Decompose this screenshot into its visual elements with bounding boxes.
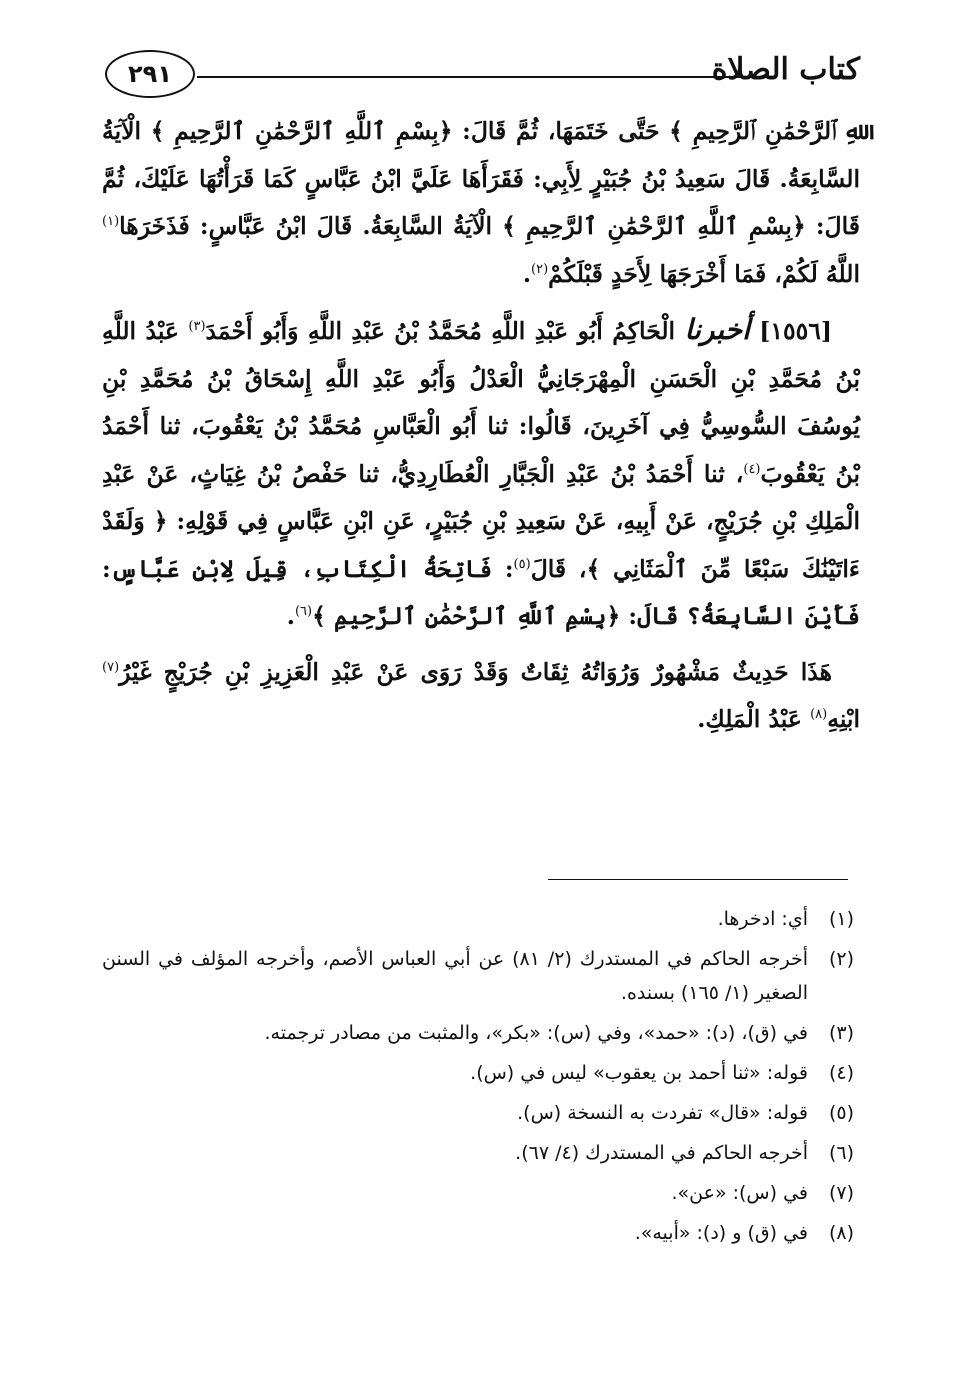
paragraph-comment xyxy=(102,649,860,744)
line: اللَّهُ لَكُمْ، فَمَا أَخْرَجَهَا لِأَحَدٍ قَبْلَكُمْ xyxy=(548,259,860,288)
footnote xyxy=(102,942,854,1010)
line: هَذَا حَدِيثٌ مَشْهُورٌ وَرُوَاتُهُ ثِقَاتٌ وَقَدْ رَوَى عَنْ عَبْدِ الْعَزِيزِ بْنِ جُرَيْجٍ xyxy=(163,657,833,686)
footnote xyxy=(102,1176,854,1210)
paragraph-1 xyxy=(102,108,860,298)
page-header xyxy=(105,46,860,98)
line: ثُمَّ قَالَ: ﴿بِسْمِ ٱللَّهِ ٱلرَّحْمَٰنِ ٱلرَّحِيمِ ﴾ الْآيَةُ السَّابِعَةُ. قَالَ ابْنُ عَبَّاسٍ: xyxy=(102,164,860,240)
footnote-ref-6[interactable]: (٦) xyxy=(294,604,313,620)
footnote-text: قوله: «قال» تفردت به النسخة (س). xyxy=(517,1102,808,1124)
footnote-ref-4[interactable]: (٤) xyxy=(743,461,761,477)
footnote-text: قوله: «ثنا أحمد بن يعقوب» ليس في (س). xyxy=(470,1062,808,1084)
footnote xyxy=(102,1056,854,1090)
hadith-number: [١٥٥٦] xyxy=(759,317,833,345)
line: : فَاتِحَةُ الْكِتَابِ، قِيلَ لِابْنِ xyxy=(192,554,514,583)
line: الْحَاكِمُ أَبُو عَبْدِ اللَّهِ مُحَمَّدُ بْنُ عَبْدِ اللَّهِ وَأَبُو أَحْمَدَ xyxy=(205,317,676,345)
footnote-text: في (ق) و (د): «أبيه». xyxy=(634,1222,808,1244)
footnote xyxy=(102,1016,854,1050)
footnote-text: أخرجه الحاكم في المستدرك (٢/ ٨١) عن أبي العباس الأصم، وأخرجه المؤلف في السنن الصغير (١/ ١٦٥) بسنده. xyxy=(102,948,808,1004)
line: ، ثنا أَحْمَدُ بْنُ عَبْدِ الْجَبَّارِ الْعُطَارِدِيُّ، ثنا حَفْصُ بْنُ xyxy=(256,459,744,488)
footnote-number: (٥) xyxy=(828,1102,854,1124)
line: غَيْرُ xyxy=(119,657,152,686)
page-number-frame xyxy=(105,50,195,98)
line: عَبَّاسٍ: فَأَيْنَ السَّابِعَةُ؟ قَالَ: ﴿بِسْمِ ٱللَّهِ ٱلرَّحْمَٰنِ ٱلرَّحِيمِ ﴾ xyxy=(102,554,860,630)
main-text xyxy=(102,108,860,744)
page-number: ٢٩١ xyxy=(128,60,172,88)
line: عَبْدُ الْمَلِكِ. xyxy=(697,705,802,733)
footnote xyxy=(102,1136,854,1170)
line: عَبْدُ اللَّهِ بْنُ مُحَمَّدِ بْنِ الْحَسَنِ الْمِهْرَجَانِيُّ الْعَدْلُ وَأَبُو عَبْدِ اللَّهِ إِسْحَاقُ بْنُ xyxy=(102,317,860,393)
footnote-number: (٤) xyxy=(828,1062,854,1084)
footnote-text: أخرجه الحاكم في المستدرك (٤/ ٦٧). xyxy=(515,1142,808,1164)
header-rule xyxy=(197,76,768,78)
line: ﷲِ ﭐلرَّحْمَٰنِ ﭐلرَّحِيمِ ﴾ حَتَّى خَتَمَهَا، ثُمَّ قَالَ: ﴿بِسْمِ ٱللَّهِ ٱلرَّحْمَٰنِ ٱلرَّحِيمِ ﴾ الْآيَةُ xyxy=(102,117,860,145)
line: غِيَاثٍ، عَنْ عَبْدِ الْمَلِكِ بْنِ جُرَيْجٍ، عَنْ أَبِيهِ، عَنْ سَعِيدِ بْنِ جُبَيْرٍ، عَنِ ابْنِ عَبَّاسٍ xyxy=(102,459,860,535)
line: السَّابِعَةُ. قَالَ سَعِيدُ بْنُ جُبَيْرٍ لِأَبِي: فَقَرَأَهَا عَلَيَّ ابْنُ عَبَّاسٍ كَمَا قَرَأْتُهَا عَلَيْكَ، xyxy=(133,164,860,193)
line: . xyxy=(522,259,531,288)
footnote-number: (٣) xyxy=(828,1022,854,1044)
line: ابْنِهِ xyxy=(827,705,860,733)
hadith-keyword: أخبرنا xyxy=(684,313,750,346)
footnote-number: (١) xyxy=(828,908,854,930)
footnote-ref-3[interactable]: (٣) xyxy=(188,319,206,335)
line: مُحَمَّدِ بْنِ يُوسُفَ السُّوسِيُّ فِي آخَرِينَ، قَالُوا: ثنا أَبُو الْعَبَّاسِ مُحَمَّدُ بْنُ يَعْقُوبَ، xyxy=(102,364,860,440)
footnote xyxy=(102,902,854,936)
footnote xyxy=(102,1216,854,1250)
footnote-ref-2[interactable]: (٢) xyxy=(531,261,549,277)
line: فِي قَوْلِهِ: ﴿ وَلَقَدْ ءَاتَيْنَٰكَ سَبْعًا مِّنَ ٱلْمَثَانِي ﴾، قَالَ xyxy=(102,507,860,583)
running-title: كتاب الصلاة xyxy=(711,52,860,87)
paragraph-hadith-1556 xyxy=(102,306,860,641)
line: فَذَخَرَهَا xyxy=(119,212,190,240)
footnote-ref-7[interactable]: (٧) xyxy=(102,659,120,675)
footnote-number: (٦) xyxy=(828,1142,854,1164)
footnote-number: (٧) xyxy=(828,1182,854,1204)
footnotes xyxy=(102,902,854,1256)
footnote-number: (٢) xyxy=(828,948,854,970)
footnote-text: أي: ادخرها. xyxy=(717,908,808,930)
footnote-text: في (ق)، (د): «حمد»، وفي (س): «بكر»، والمثبت من مصادر ترجمته. xyxy=(264,1022,808,1044)
footnote-text: في (س): «عن». xyxy=(671,1182,808,1204)
line: ثنا أَحْمَدُ بْنُ يَعْقُوبَ xyxy=(102,412,860,488)
footnote-ref-5[interactable]: (٥) xyxy=(513,556,531,572)
line: . xyxy=(286,602,295,630)
footnote-number: (٨) xyxy=(828,1222,854,1244)
footnote-divider xyxy=(548,879,848,880)
footnote xyxy=(102,1096,854,1130)
footnote-ref-1[interactable]: (١) xyxy=(102,214,120,230)
footnote-ref-8[interactable]: (٨) xyxy=(810,707,828,723)
